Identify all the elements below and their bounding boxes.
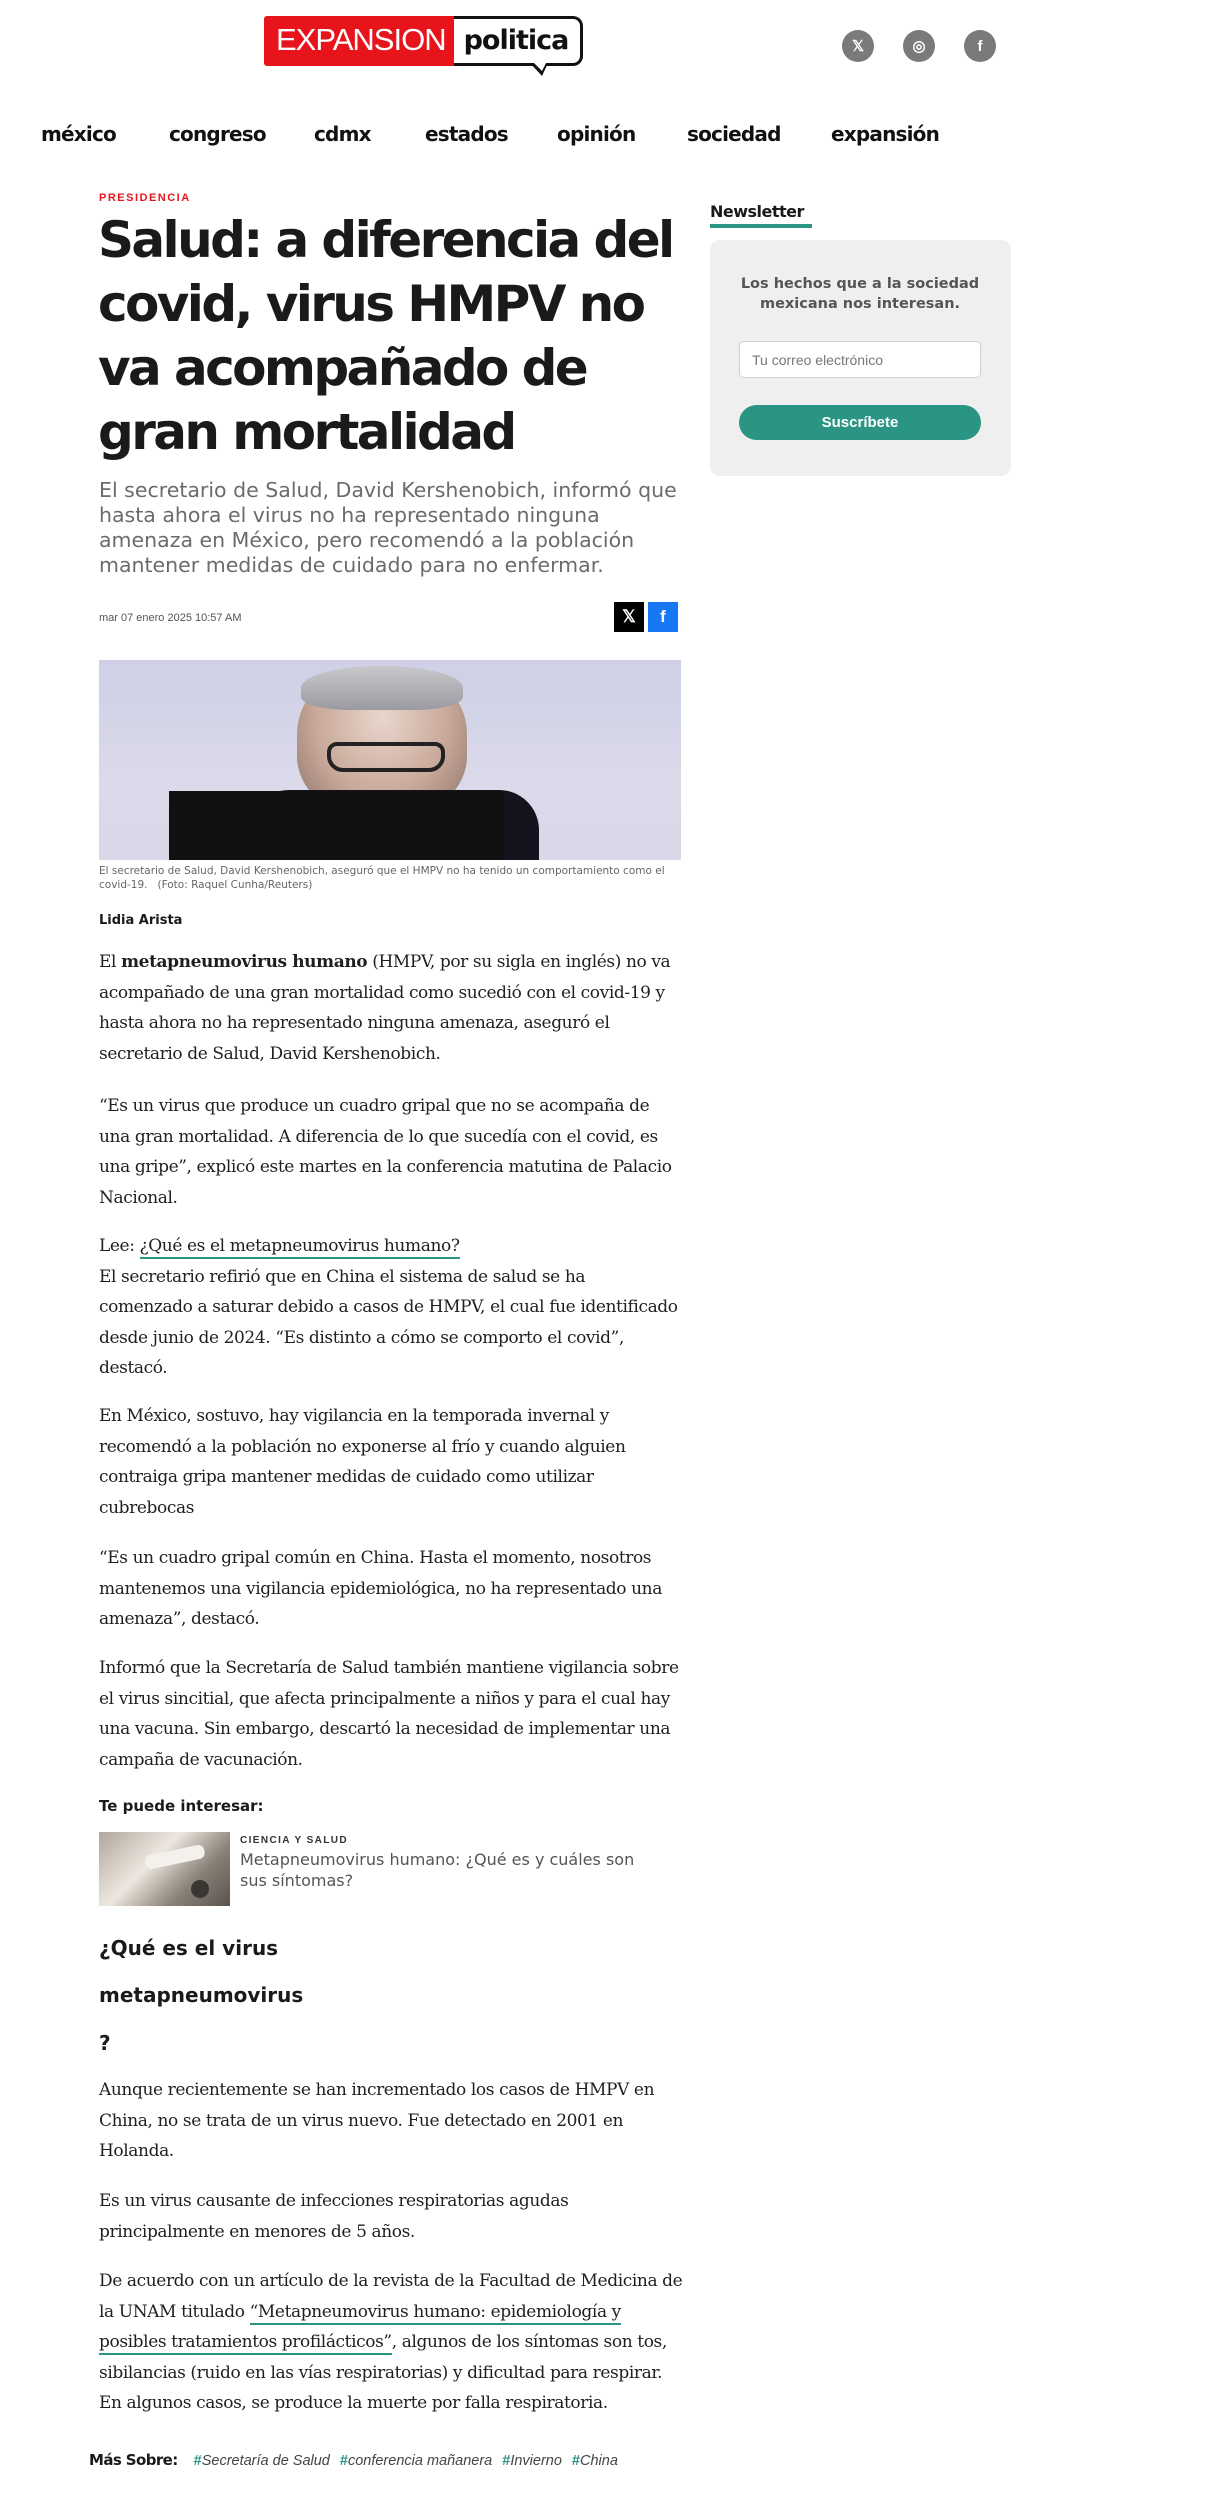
paragraph-6: Informó que la Secretaría de Salud también mantiene vigilancia sobre el virus sincitial, que afecta principalmente a niños y para el cual hay una vacuna. Sin embargo, descartó la necesidad de implementar una campaña de vacunación. [99, 1658, 679, 1770]
header-social-links [842, 30, 996, 62]
related-article-title[interactable]: Metapneumovirus humano: ¿Qué es y cuáles son sus síntomas? [240, 1850, 635, 1890]
instagram-icon[interactable]: ◎ [903, 30, 935, 62]
article-date: mar 07 enero 2025 10:57 AM [99, 612, 242, 624]
newsletter-description: Los hechos que a la sociedad mexicana nos interesan. [740, 276, 980, 312]
logo-speech-tail-inner [534, 63, 546, 71]
main-nav [41, 122, 939, 146]
related-article-section[interactable]: CIENCIA Y SALUD [240, 1835, 349, 1846]
tag-label: conferencia mañanera [347, 2453, 493, 2469]
article-author[interactable]: Lidia Arista [99, 913, 183, 928]
paragraph-1 [99, 947, 683, 1069]
logo-politica-text [454, 16, 584, 66]
hash-icon: # [502, 2453, 511, 2469]
article-photo [99, 660, 681, 860]
p9-text-pre: De acuerdo con un artículo de la revista de la Facultad de Medicina de la UNAM titulado [99, 2271, 683, 2322]
share-buttons [614, 602, 678, 632]
photo-person-hair [301, 666, 463, 710]
paragraph-5: “Es un cuadro gripal común en China. Hasta el momento, nosotros mantenemos una vigilancia epidemiológica, no ha representado una amenaza”, destacó. [99, 1548, 662, 1629]
hash-icon: # [571, 2453, 580, 2469]
subheading-line-3: ? [99, 2031, 111, 2055]
tag-label: Secretaría de Salud [201, 2453, 330, 2469]
related-label: Te puede interesar: [99, 1797, 264, 1815]
nav-item-estados[interactable]: estados [425, 122, 508, 146]
photo-caption-text: El secretario de Salud, David Kershenobich, aseguró que el HMPV no ha tenido un comportamiento como el covid-19. [99, 865, 665, 891]
newsletter-subscribe-button[interactable]: Suscríbete [739, 405, 981, 440]
p1-text-pre: El [99, 952, 122, 972]
photo-caption [99, 864, 679, 892]
photo-dark-overlay [169, 791, 504, 860]
p9-text-post: , algunos de los síntomas son tos, sibilancias (ruido en las vías respiratorias) y dificultad para respirar. En algunos casos, se produce la muerte por falla respiratoria. [99, 2332, 667, 2413]
more-about-tags [89, 2451, 628, 2469]
share-facebook-icon[interactable]: f [648, 602, 678, 632]
tag-conferencia-mananera[interactable] [340, 2453, 492, 2469]
paragraph-7: Aunque recientemente se han incrementado los casos de HMPV en China, no se trata de un virus nuevo. Fue detectado en 2001 en Holanda. [99, 2080, 655, 2161]
logo-politica-label: politica [463, 25, 569, 56]
p1-text-post: (HMPV, por su sigla en inglés) no va acompañado de una gran mortalidad como sucedió con el covid-19 y hasta ahora no ha representado ninguna amenaza, aseguró el secretario de Salud, David Kershenobich. [99, 952, 671, 1064]
hash-icon: # [193, 2453, 202, 2469]
unam-article-link[interactable]: “Metapneumovirus humano: epidemiología y posibles tratamientos profilácticos” [99, 2302, 621, 2356]
paragraph-4: En México, sostuvo, hay vigilancia en la temporada invernal y recomendó a la población no exponerse al frío y cuando alguien contraiga gripa mantener medidas de cuidado como utilizar cubrebocas [99, 1406, 626, 1518]
paragraph-2: “Es un virus que produce un cuadro gripal que no se acompaña de una gran mortalidad. A diferencia de lo que sucedía con el covid, es una gripe”, explicó este martes en la conferencia matutina de Palacio Nacional. [99, 1096, 672, 1208]
tag-label: Invierno [510, 2453, 562, 2469]
logo-expansion-text: EXPANSION [264, 16, 454, 66]
site-logo[interactable] [264, 16, 583, 74]
nav-item-mexico[interactable]: méxico [41, 122, 116, 146]
more-about-label: Más Sobre: [89, 2451, 178, 2469]
related-article-thumbnail[interactable] [99, 1832, 230, 1906]
related-article-card[interactable] [99, 1832, 679, 1906]
p1-text-bold: metapneumovirus humano [121, 952, 368, 972]
photo-credit: (Foto: Raquel Cunha/Reuters) [157, 879, 313, 891]
tag-secretaria-de-salud[interactable] [194, 2453, 330, 2469]
share-x-icon[interactable]: 𝕏 [614, 602, 644, 632]
tag-invierno[interactable] [502, 2453, 562, 2469]
newsletter-box [710, 240, 1011, 476]
paragraph-9 [99, 2266, 683, 2419]
newsletter-title-underline [710, 224, 812, 228]
nav-item-cdmx[interactable]: cdmx [314, 122, 371, 146]
tag-label: China [580, 2453, 618, 2469]
hash-icon: # [339, 2453, 348, 2469]
paragraph-3: El secretario refirió que en China el sistema de salud se ha comenzado a saturar debido a casos de HMPV, el cual fue identificado desde junio de 2024. “Es distinto a cómo se comporto el covid”, destacó. [99, 1266, 678, 1378]
newsletter-title: Newsletter [710, 202, 804, 221]
article-title: Salud: a diferencia del covid, virus HMPV no va acompañado de gran mortalidad [98, 211, 673, 461]
facebook-icon[interactable]: f [964, 30, 996, 62]
nav-item-congreso[interactable]: congreso [169, 122, 266, 146]
nav-item-expansion[interactable]: expansión [831, 122, 940, 146]
article-summary: El secretario de Salud, David Kershenobich, informó que hasta ahora el virus no ha representado ninguna amenaza en México, pero recomendó a la población mantener medidas de cuidado para no enfermar. [99, 478, 677, 577]
article-section-kicker[interactable]: PRESIDENCIA [99, 192, 191, 204]
lee-label: Lee: [99, 1236, 140, 1256]
nav-item-sociedad[interactable]: sociedad [687, 122, 781, 146]
subheading-line-2: metapneumovirus [99, 1983, 304, 2007]
paragraph-8: Es un virus causante de infecciones respiratorias agudas principalmente en menores de 5 años. [99, 2191, 569, 2242]
lee-link[interactable]: ¿Qué es el metapneumovirus humano? [140, 1236, 460, 1259]
nav-item-opinion[interactable]: opinión [557, 122, 636, 146]
paragraph-lee [99, 1231, 683, 1384]
x-icon[interactable]: 𝕏 [842, 30, 874, 62]
subheading-line-1: ¿Qué es el virus [99, 1936, 279, 1960]
photo-person-glasses [327, 742, 445, 772]
tag-china[interactable] [572, 2453, 618, 2469]
newsletter-email-input[interactable] [739, 341, 981, 378]
